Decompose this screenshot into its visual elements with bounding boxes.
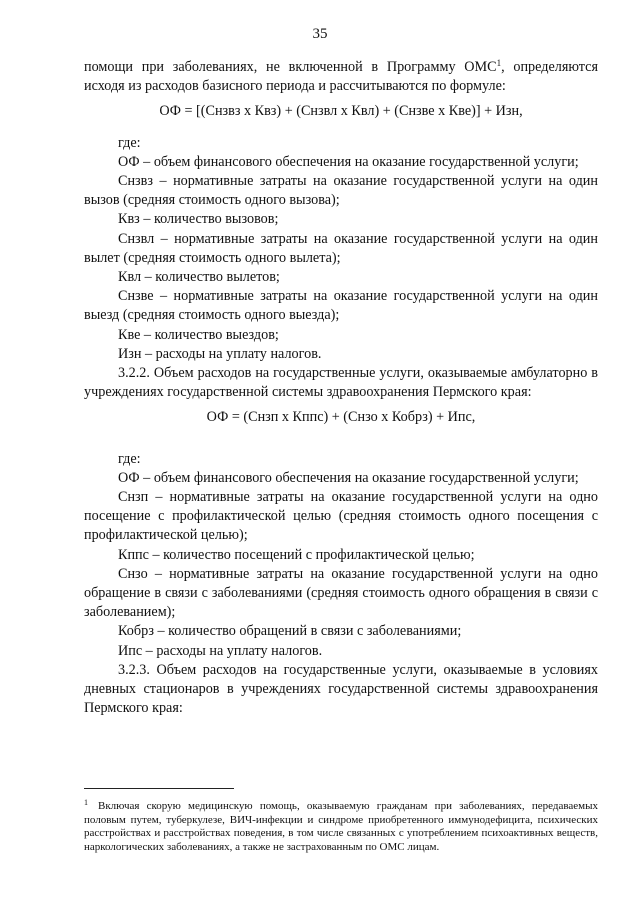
paragraph-intro — [84, 58, 598, 96]
footnote-text: Включая скорую медицинскую помощь, оказываемую гражданам при заболеваниях, передаваемых половым путем, туберкулезе, ВИЧ-инфекции и синдроме приобретенного иммунодефицита, психических расстройствах и расстройствах поведения, в том числе связанных с употреблением психоактивных веществ, наркологических заболеваниях, а также не застрахованным по ОМС лицам. — [84, 800, 598, 853]
definition-kobrz: Кобрз – количество обращений в связи с заболеваниями; — [118, 623, 462, 640]
footnote — [84, 796, 598, 854]
footnote-mark: 1 — [84, 798, 88, 807]
formula-emergency: ОФ = [(Снзвз х Квз) + (Снзвл х Квл) + (Снзве х Кве)] + Изн, — [159, 103, 523, 120]
footnote-reference: 1 — [496, 58, 502, 68]
where-label: где: — [118, 450, 141, 467]
definition-snzo: Снзо – нормативные затраты на оказание государственной услуги на одно обращение в связи с заболеваниями (средняя стоимость одного обращения в связи с заболеванием); — [84, 565, 598, 621]
paragraph-text-tail: , определяются исходя из расходов базисного периода и рассчитываются по формуле: — [84, 59, 598, 95]
definition-kvl: Квл – количество вылетов; — [118, 269, 280, 286]
definition-snzvl: Снзвл – нормативные затраты на оказание государственной услуги на один вылет (средняя стоимость одного вылета); — [84, 230, 598, 266]
page-number: 35 — [312, 26, 328, 42]
definition-snzvz: Снзвз – нормативные затраты на оказание государственной услуги на один вызов (средняя стоимость одного вызова); — [84, 173, 598, 209]
section-3-2-2: 3.2.2. Объем расходов на государственные услуги, оказываемые амбулаторно в учреждениях государственной системы здравоохранения Пермского края: — [84, 365, 598, 401]
section-3-2-3: 3.2.3. Объем расходов на государственные услуги, оказываемые в условиях дневных стационаров в учреждениях государственной системы здравоохранения Пермского края: — [84, 661, 598, 717]
definition-ips: Ипс – расходы на уплату налогов. — [118, 642, 323, 659]
definition-snzve: Снзве – нормативные затраты на оказание государственной услуги на один выезд (средняя стоимость одного выезда); — [84, 288, 598, 324]
definition-kvz: Квз – количество вызовов; — [118, 211, 279, 228]
definition-of: ОФ – объем финансового обеспечения на оказание государственной услуги; — [118, 153, 579, 170]
definition-snzp: Снзп – нормативные затраты на оказание государственной услуги на одно посещение с профилактической целью (средняя стоимость одного посещения с профилактической целью); — [84, 489, 598, 544]
document-body — [84, 58, 598, 719]
definition-of: ОФ – объем финансового обеспечения на оказание государственной услуги; — [118, 469, 579, 486]
definition-kve: Кве – количество выездов; — [118, 326, 279, 343]
formula-outpatient: ОФ = (Снзп х Кппс) + (Снзо х Кобрз) + Ипс, — [206, 409, 476, 426]
where-label: где: — [118, 134, 141, 151]
paragraph-text: помощи при заболеваниях, не включенной в Программу ОМС — [84, 59, 497, 75]
footnote-divider — [84, 788, 234, 789]
definition-kpps: Кппс – количество посещений с профилактической целью; — [118, 546, 475, 563]
definition-izn: Изн – расходы на уплату налогов. — [118, 345, 322, 362]
